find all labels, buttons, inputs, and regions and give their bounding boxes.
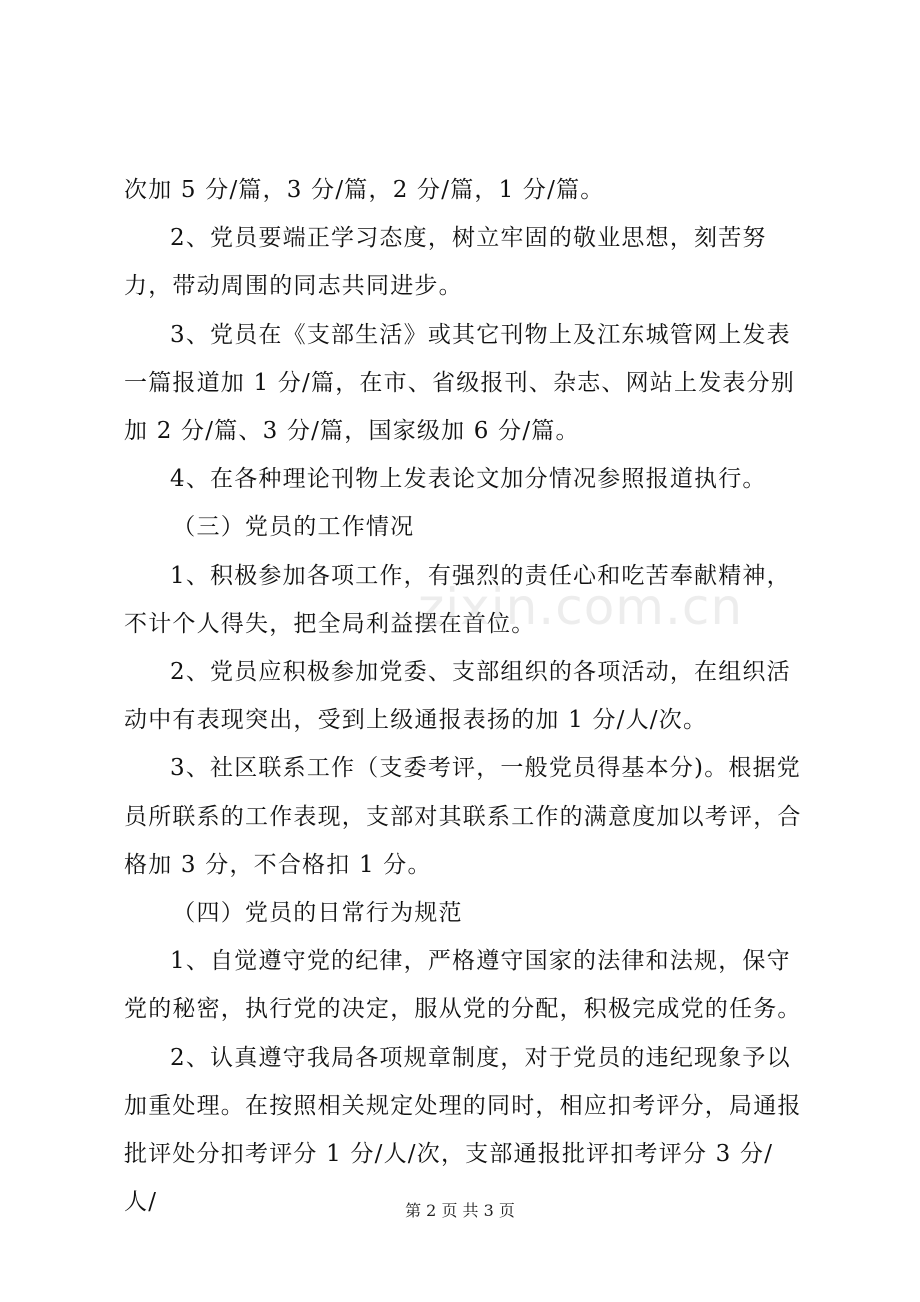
document-body bbox=[124, 166, 804, 1226]
paragraph-work-1: 1、积极参加各项工作，有强烈的责任心和吃苦奉献精神，不计个人得失，把全局利益摆在首位。 bbox=[124, 562, 791, 637]
paragraph-item-3: 3、党员在《支部生活》或其它刊物上及江东城管网上发表一篇报道加 1 分/篇，在市、省级报刊、杂志、网站上发表分别加 2 分/篇、3 分/篇，国家级加 6 分/篇。 bbox=[124, 321, 796, 445]
paragraph-continuation: 次加 5 分/篇，3 分/篇，2 分/篇，1 分/篇。 bbox=[124, 177, 605, 203]
paragraph-conduct-1: 1、自觉遵守党的纪律，严格遵守国家的法律和法规，保守党的秘密，执行党的决定，服从党的分配，积极完成党的任务。 bbox=[124, 948, 802, 1023]
section-heading-conduct: （四）党员的日常行为规范 bbox=[172, 900, 463, 927]
watermark: zixin.com.cn bbox=[418, 578, 744, 636]
paragraph-work-2: 2、党员应积极参加党委、支部组织的各项活动，在组织活动中有表现突出，受到上级通报表扬的加 1 分/人/次。 bbox=[124, 659, 791, 734]
paragraph-item-4: 4、在各种理论刊物上发表论文加分情况参照报道执行。 bbox=[170, 466, 767, 493]
paragraph-conduct-2: 2、认真遵守我局各项规章制度，对于党员的违纪现象予以加重处理。在按照相关规定处理的同时，相应扣考评分，局通报批评处分扣考评分 1 分/人/次，支部通报批评扣考评分 3 分/人/ bbox=[124, 1044, 802, 1216]
section-heading-work: （三）党员的工作情况 bbox=[172, 514, 415, 541]
paragraph-work-3: 3、社区联系工作（支委考评，一般党员得基本分)。根据党员所联系的工作表现，支部对其联系工作的满意度加以考评，合格加 3 分，不合格扣 1 分。 bbox=[124, 755, 802, 878]
page-number-footer: 第 2 页 共 3 页 bbox=[405, 1201, 515, 1220]
paragraph-item-2: 2、党员要端正学习态度，树立牢固的敬业思想，刻苦努力，带动周围的同志共同进步。 bbox=[124, 225, 767, 300]
